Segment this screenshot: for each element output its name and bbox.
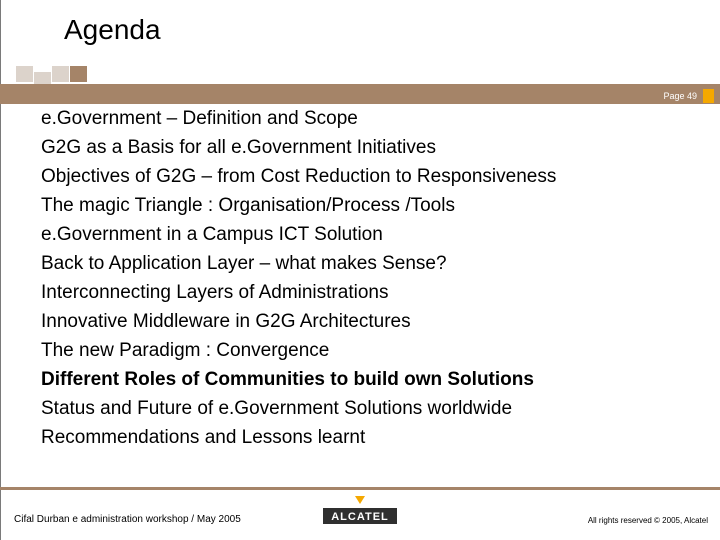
agenda-item: Back to Application Layer – what makes Sense?: [41, 253, 447, 274]
slide-title: Agenda: [64, 14, 161, 45]
accent-square: [703, 89, 714, 103]
agenda-item: Interconnecting Layers of Administrations: [41, 282, 389, 303]
agenda-list: [41, 104, 556, 452]
footer-event-text: Cifal Durban e administration workshop / May 2005: [14, 514, 241, 525]
agenda-item: e.Government – Definition and Scope: [41, 108, 358, 129]
footer-divider: [0, 487, 720, 490]
agenda-item: e.Government in a Campus ICT Solution: [41, 224, 383, 245]
agenda-item: Status and Future of e.Government Solutions worldwide: [41, 398, 513, 419]
slide-left-border: [0, 0, 1, 540]
agenda-item: The new Paradigm : Convergence: [41, 340, 330, 361]
agenda-item: G2G as a Basis for all e.Government Initiatives: [41, 137, 436, 158]
footer-copyright: All rights reserved © 2005, Alcatel: [587, 516, 708, 525]
decor-square: [16, 66, 33, 82]
alcatel-logo: [323, 496, 397, 526]
decor-square: [70, 66, 87, 82]
header-band: [0, 84, 720, 104]
decor-square: [52, 66, 69, 82]
agenda-item: The magic Triangle : Organisation/Process /Tools: [41, 195, 455, 216]
agenda-item: Recommendations and Lessons learnt: [41, 427, 366, 448]
page-number: Page 49: [663, 91, 697, 101]
svg-text:ALCATEL: ALCATEL: [331, 511, 389, 523]
agenda-item: Different Roles of Communities to build own Solutions: [41, 369, 534, 390]
decor-square: [34, 72, 51, 84]
agenda-item: Objectives of G2G – from Cost Reduction to Responsiveness: [41, 166, 557, 187]
agenda-item: Innovative Middleware in G2G Architectures: [41, 311, 411, 332]
